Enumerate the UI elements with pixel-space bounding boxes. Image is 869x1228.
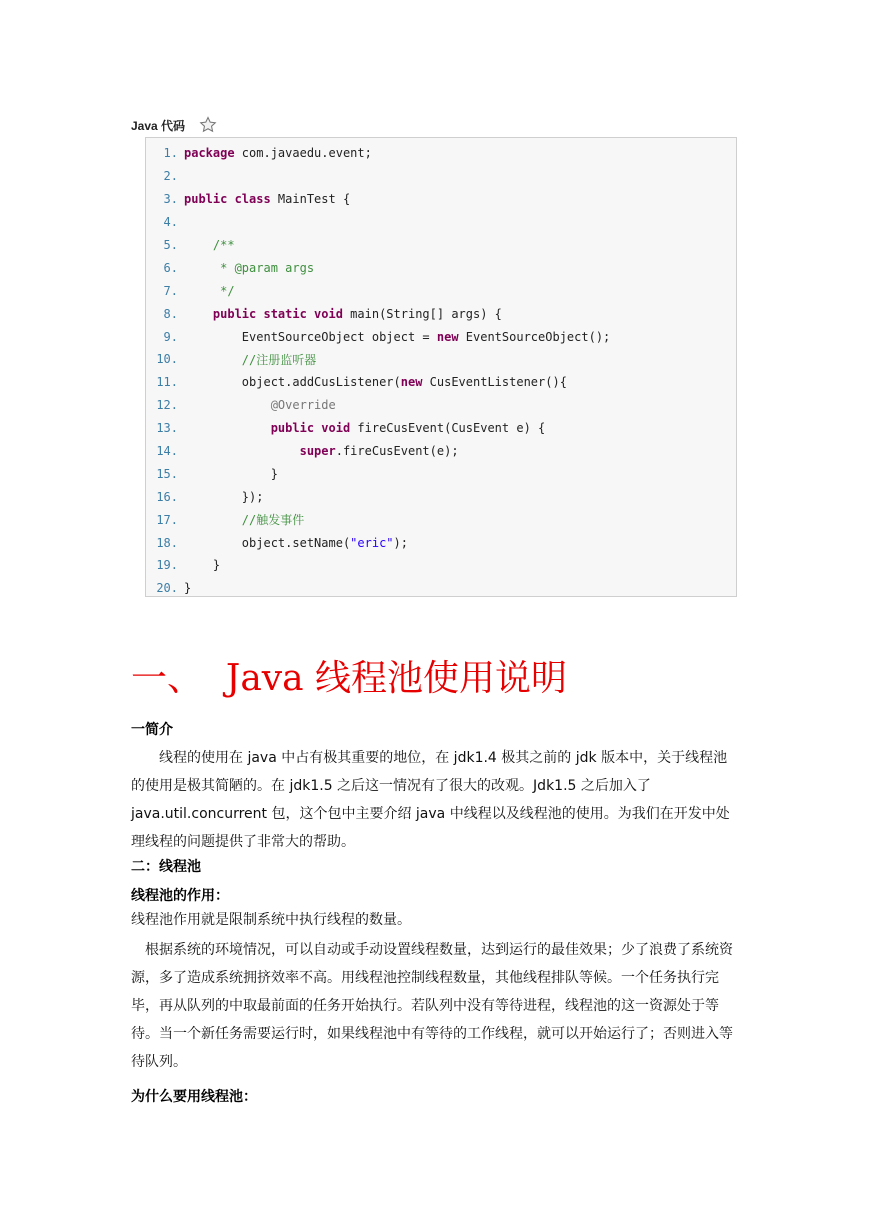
code-line [146,256,736,279]
code-text: package com.javaedu.event; [184,146,372,161]
code-text: } [184,466,278,481]
line-number: 16. [156,489,178,504]
code-text: //触发事件 [241,513,305,528]
code-block [145,137,737,597]
line-number: 8. [163,306,178,321]
code-line [146,234,736,257]
line-number: 11. [156,375,178,390]
code-caption-label: Java 代码 [131,118,186,133]
code-line [146,142,736,165]
line-number: 14. [156,444,178,459]
star-icon[interactable] [199,116,217,134]
line-number: 1. [163,146,178,161]
code-text: public void fireCusEvent(CusEvent e) { [270,421,546,436]
code-line [146,188,736,211]
code-line [146,348,736,371]
line-number: 18. [156,535,178,550]
code-caption [131,116,217,134]
code-line [146,554,736,577]
code-line [146,508,736,531]
section-intro-text: 线程的使用在 java 中占有极其重要的地位，在 jdk1.4 极其之前的 jdk 版本中，关于线程池的使用是极其简陋的。在 jdk1.5 之后这一情况有了很大的改观。Jdk1.5 之后加入了 java.util.concurrent 包，这个包中主要介绍 java 中线程以及线程池的使用。为我们在开发中处理线程的问题提供了非常大的帮助。 [131,750,730,850]
page-title: 一、 Java 线程池使用说明 [131,658,568,699]
code-text: //注册监听器 [241,352,317,367]
line-number: 10. [156,352,178,367]
code-line [146,279,736,302]
line-number: 2. [163,169,178,184]
line-number: 20. [156,581,178,596]
code-text: } [184,581,192,596]
code-text: * @param args [220,260,315,275]
purpose-summary: 线程池作用就是限制系统中执行线程的数量。 [131,912,411,928]
code-line [146,165,736,188]
section-purpose-title: 线程池的作用： [131,888,229,904]
code-line [146,485,736,508]
line-number: 12. [156,398,178,413]
code-line [146,462,736,485]
code-line [146,417,736,440]
line-number: 7. [163,283,178,298]
code-line [146,440,736,463]
code-text: EventSourceObject object = new EventSourceObject(); [184,329,611,344]
section-intro-title: 一简介 [131,722,173,738]
code-text: @Override [270,398,336,413]
code-text: object.addCusListener(new CusEventListener(){ [184,375,567,390]
section-threadpool-title: 二：线程池 [131,859,201,875]
code-text: }); [184,489,264,504]
code-line [146,371,736,394]
code-text: } [184,558,221,573]
code-text: /** [212,238,235,252]
line-number: 15. [156,466,178,481]
code-text: */ [220,283,235,298]
code-text: public class MainTest { [184,192,351,207]
line-number: 5. [163,238,178,252]
section-why-title: 为什么要用线程池： [131,1089,257,1105]
code-line [146,531,736,554]
code-line [146,325,736,348]
line-number: 4. [163,215,178,230]
code-line [146,302,736,325]
line-number: 3. [163,192,178,207]
line-number: 13. [156,421,178,436]
line-number: 19. [156,558,178,573]
code-line [146,577,736,600]
purpose-detail: 根据系统的环境情况，可以自动或手动设置线程数量，达到运行的最佳效果；少了浪费了系统资源，多了造成系统拥挤效率不高。用线程池控制线程数量，其他线程排队等候。一个任务执行完毕，再从队列的中取最前面的任务开始执行。若队列中没有等待进程，线程池的这一资源处于等待。当一个新任务需要运行时，如果线程池中有等待的工作线程，就可以开始运行了；否则进入等待队列。 [131,942,733,1070]
code-text: super.fireCusEvent(e); [299,444,459,459]
line-number: 17. [156,512,178,527]
code-text: object.setName("eric"); [184,535,408,550]
code-line [146,394,736,417]
line-number: 9. [163,329,178,344]
line-number: 6. [163,260,178,275]
code-line [146,211,736,234]
code-text: public static void main(String[] args) { [212,306,502,321]
